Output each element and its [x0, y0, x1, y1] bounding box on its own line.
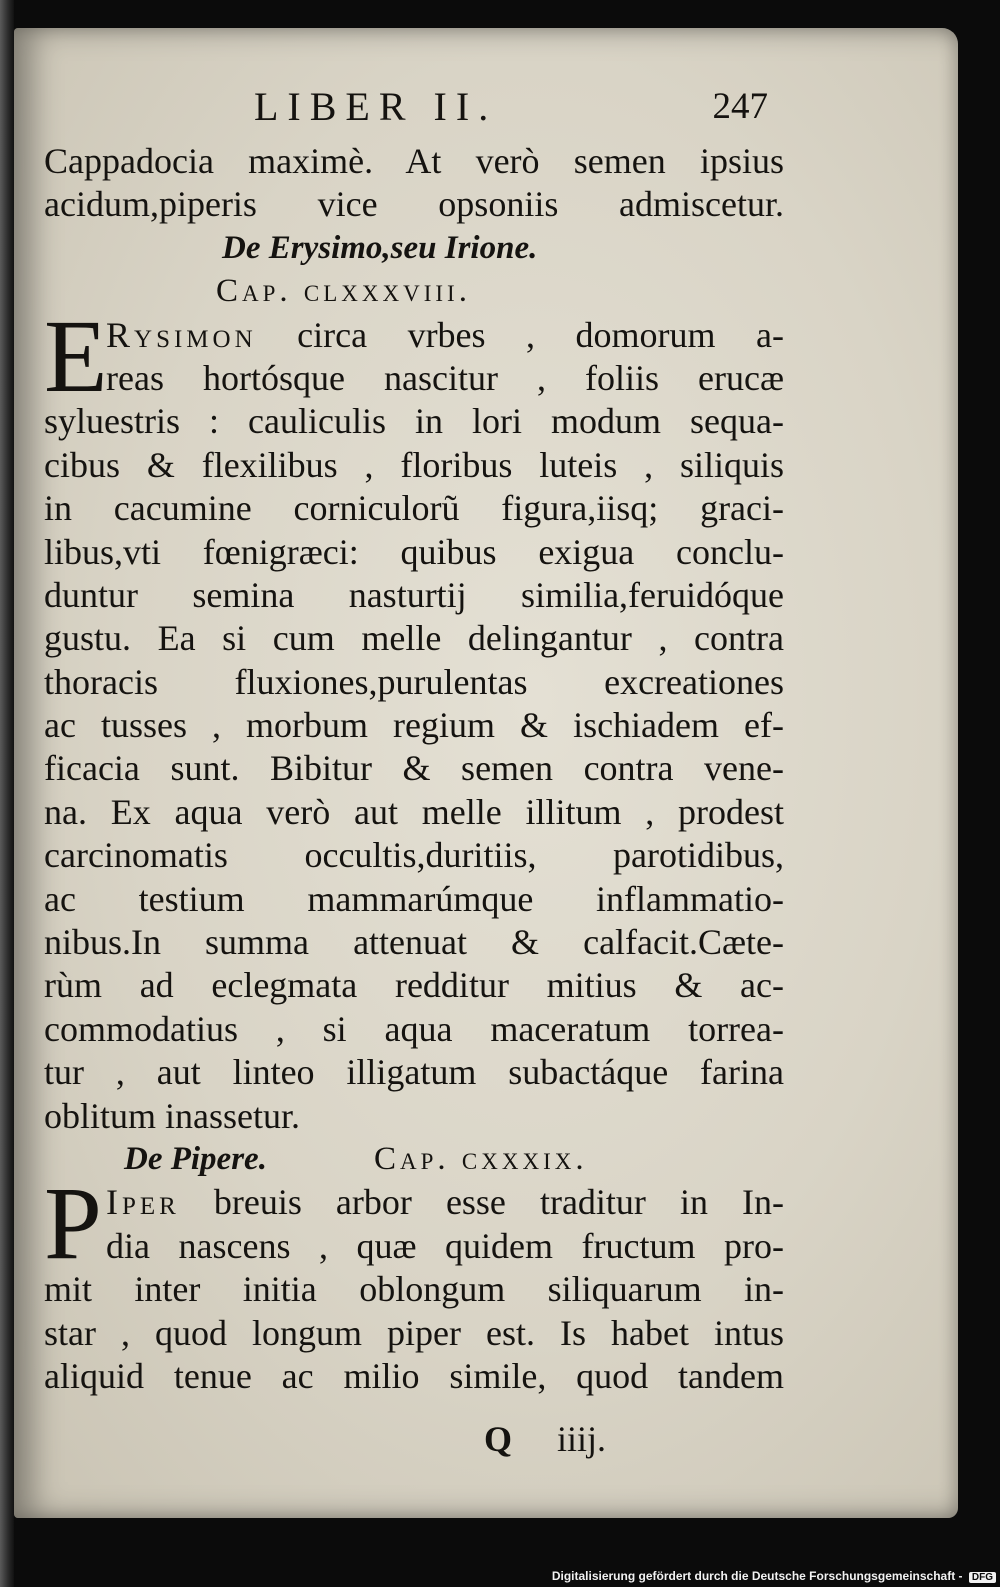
text-line: ficacia sunt. Bibitur & semen contra vene- [44, 748, 784, 789]
text-line: acidum,piperis vice opsoniis admiscetur. [44, 184, 784, 225]
signature-number: iiij. [557, 1419, 607, 1459]
running-head [14, 83, 958, 133]
book-spine-edge [0, 0, 14, 1587]
text-line: oblitum inassetur. [44, 1095, 300, 1136]
text-line: na. Ex aqua verò aut melle illitum , prodest [44, 791, 784, 832]
text-line: ac testium mammarúmque inflammatio- [44, 878, 784, 919]
text-line: in cacumine corniculorũ figura,iisq; graci- [44, 488, 784, 529]
signature-letter: Q [484, 1419, 513, 1459]
text-line: carcinomatis occultis,duritiis, parotidibus, [44, 835, 784, 876]
text-line-rest: breuis arbor esse traditur in In- [213, 1182, 785, 1223]
first-word: Iper [106, 1182, 180, 1223]
text-line-rest: circa vrbes , domorum a- [297, 314, 784, 355]
text-line: star , quod longum piper est. Is habet intus [44, 1312, 784, 1353]
text-line: Cappadocia maximè. At verò semen ipsius [44, 141, 784, 181]
text-line: aliquid tenue ac milio simile, quod tandem [44, 1355, 784, 1396]
text-line: commodatius , si aqua maceratum torrea- [44, 1008, 784, 1049]
text-line: tur , aut linteo illigatum subactáque farina [44, 1052, 784, 1093]
page-number: 247 [712, 86, 768, 127]
text-line: nibus.In summa attenuat & calfacit.Cæte- [44, 922, 784, 963]
section-heading: De Pipere. [124, 1140, 267, 1177]
text-line: libus,vti fœnigræci: quibus exigua conclu- [44, 531, 784, 572]
text-line: dia nascens , quæ quidem fructum pro- [106, 1225, 784, 1266]
section-heading-row [44, 1138, 784, 1181]
text-line [44, 1181, 784, 1224]
text-line: gustu. Ea si cum melle delingantur , contra [44, 618, 784, 659]
text-line: cibus & flexilibus , floribus luteis , siliquis [44, 444, 784, 485]
text-line: syluestris : cauliculis in lori modum sequa- [44, 401, 784, 442]
text-line: duntur semina nasturtij similia,feruidóque [44, 574, 784, 615]
digitization-credit [552, 1569, 996, 1583]
paragraph [44, 298, 784, 1138]
first-word: Rysimon [106, 314, 257, 355]
chapter-number: Cap. clxxxviii. [216, 273, 471, 310]
text-line: reas hortósque nascitur , foliis erucæ [106, 357, 784, 398]
signature-mark [484, 1418, 606, 1460]
running-head-title: LIBER II. [254, 84, 498, 129]
book-page [14, 28, 958, 1518]
text-line: thoracis fluxiones,purulentas excreationes [44, 661, 784, 702]
paragraph [44, 1166, 785, 1398]
section-heading: De Erysimo,seu Irione. [222, 229, 538, 266]
text-line: mit inter initia oblongum siliquarum in- [44, 1269, 784, 1310]
credit-text: Digitalisierung gefördert durch die Deutsche Forschungsgemeinschaft - [551, 1569, 963, 1583]
chapter-number: Cap. cxxxix. [374, 1140, 588, 1177]
page-text [44, 140, 784, 1398]
text-line [44, 314, 784, 357]
drop-cap: E [44, 298, 108, 414]
text-line: rùm ad eclegmata redditur mitius & ac- [44, 965, 784, 1006]
text-line: ac tusses , morbum regium & ischiadem ef- [44, 705, 784, 746]
drop-cap: P [44, 1166, 102, 1282]
dfg-logo: DFG [969, 1572, 996, 1583]
